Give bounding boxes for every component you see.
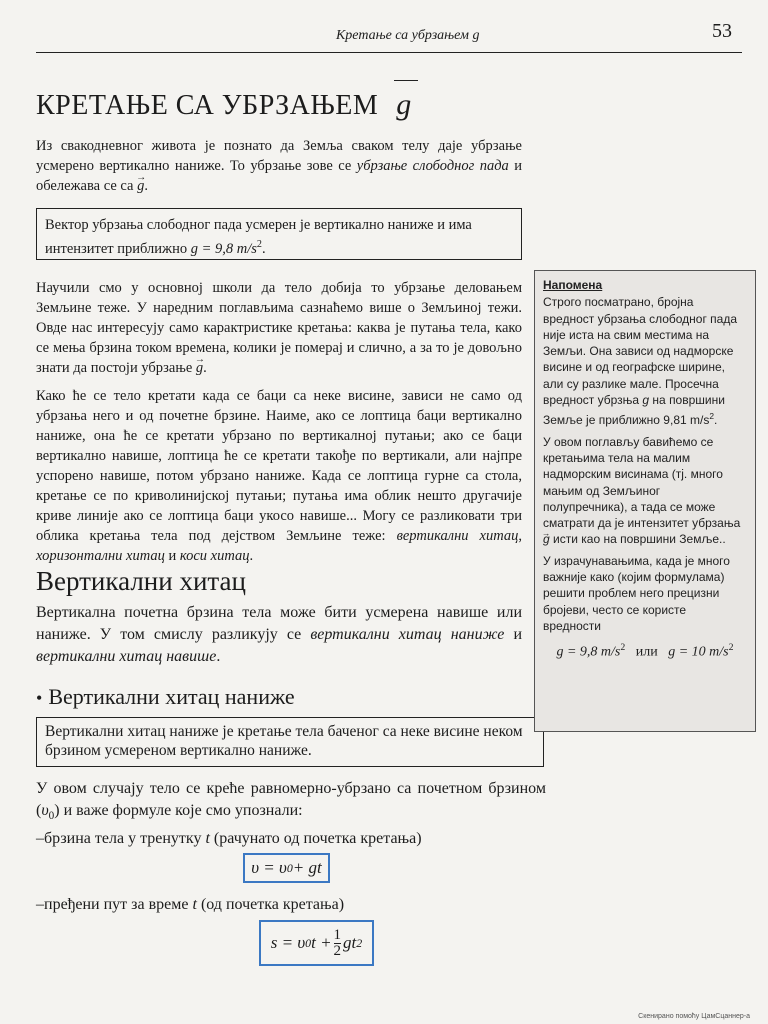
formula-rhs: + gt [292, 858, 322, 877]
formula-exponent: 2 [356, 935, 363, 950]
note-eq-1: g = 9,8 m/s [556, 644, 621, 660]
note-sidebar [534, 270, 756, 732]
note-p2-text-2: исти као на површини Земље.. [549, 532, 726, 547]
formula-lhs: υ = υ [251, 858, 287, 877]
section-mid: и [504, 626, 523, 643]
section-text: Вертикална почетна брзина тела може бити усмерена навише или наниже. У том смислу разликују се [36, 604, 522, 643]
formula-subscript: 0 [286, 860, 293, 875]
paragraph-4-text-2: ) и важе формуле које смо упознали: [54, 802, 303, 819]
paragraph-1-end: . [203, 360, 207, 376]
term-horizontal-throw: хоризонтални хитац [36, 548, 165, 564]
intro-vector-g: → g [137, 176, 144, 196]
intro-end: . [144, 178, 148, 194]
distance-formula-box [259, 920, 374, 966]
item-variable: t [192, 896, 197, 913]
definition-2-text: Вертикални хитац наниже је кретање тела баченог са неке висине неком брзином усмереном вертикално наниже. [45, 723, 523, 759]
bullet-icon: • [36, 688, 43, 708]
fraction-denominator: 2 [333, 942, 342, 959]
chapter-title [36, 88, 412, 122]
intro-paragraph [36, 136, 522, 196]
note-paragraph-3 [543, 553, 747, 634]
section-title: Вертикални хитац [36, 566, 246, 596]
note-p1-text-2: на површини Земље је приближно 9,81 m/s [543, 393, 725, 428]
item-suffix: (рачунато од почетка кретања) [209, 830, 422, 847]
subsection-title-text: Вертикални хитац наниже [48, 684, 295, 709]
note-eq-2: g = 10 m/s [668, 644, 729, 660]
formula-subscript: 0 [305, 935, 312, 950]
scan-footer: Скенирано помоћу ЦамСцаннер-а [638, 1013, 750, 1020]
note-paragraph-1 [543, 294, 747, 428]
section-paragraph [36, 602, 522, 668]
note-title: Напомена [543, 278, 603, 292]
velocity-symbol: υ [41, 802, 49, 819]
intro-italic: убрзање слободног пада [356, 158, 509, 174]
vector-g-symbol: g [396, 88, 412, 121]
paragraph-1-vector-g: → g [196, 358, 203, 378]
chapter-title-text: КРЕТАЊЕ СА УБРЗАЊЕМ [36, 90, 379, 121]
formula-lhs: s = υ [270, 933, 306, 952]
page-number: 53 [712, 20, 732, 42]
section-end: . [216, 648, 221, 665]
note-eq-or: или [635, 644, 658, 660]
note-exponent: 2 [709, 411, 714, 422]
list-item-velocity [36, 830, 422, 848]
paragraph-2 [36, 386, 522, 566]
item-prefix: –брзина тела у тренутку [36, 830, 206, 847]
definition-box-2 [36, 717, 544, 767]
intro-text-1: Из свакодневног живота је познато да Земља сваком телу даје убрзање усмерено вертикално наниже. То убрзање зове се [36, 138, 522, 174]
formula-rhs: gt [343, 933, 357, 952]
item-variable: t [205, 830, 210, 847]
item-suffix: (од почетка кретања) [196, 896, 345, 913]
note-eq-exponent: 2 [620, 642, 626, 654]
term-vertical-down: вертикални хитац наниже [310, 626, 505, 643]
definition-box [36, 208, 522, 260]
intro-text-2: и обележава се са [36, 158, 522, 194]
paragraph-1 [36, 278, 522, 378]
definition-formula: g = 9,8 m/s [190, 240, 257, 257]
formula-mid: t + [311, 933, 332, 952]
note-p1-end: . [714, 413, 718, 428]
definition-text: Вектор убрзања слободног пада усмерен је вертикално наниже и има интензитет приближно [45, 217, 472, 257]
note-paragraph-2 [543, 434, 747, 548]
velocity-formula-box [243, 853, 330, 883]
running-title: Кретање са убрзањем g [336, 28, 480, 43]
velocity-subscript: 0 [48, 810, 55, 823]
definition-exponent: 2 [256, 239, 262, 250]
separator: и [164, 548, 180, 564]
fraction-numerator: 1 [333, 926, 342, 943]
note-p2-text: У овом поглављу бавићемо се кретањима тела на малим надморским висинама (тј. много мањим од Земљиног полупречника), а тада се може сматрати да је интензитет убрзања [543, 434, 741, 531]
list-item-distance [36, 896, 344, 914]
note-vector-g: → g [543, 531, 550, 547]
note-eq-2-exponent: 2 [728, 642, 734, 654]
note-g-symbol: g [642, 393, 650, 408]
fraction [334, 928, 342, 959]
note-p1-text: Строго посматрано, бројна вредност убрзања слободног пада није иста на свим местима на Земљи. Она зависи од надморске висине и од географске ширине, али су разлике мале. Просечна вредност убрзња [543, 295, 738, 408]
separator: , [518, 528, 522, 544]
subsection-title [36, 684, 295, 710]
paragraph-1-text: Научили смо у основној школи да тело добија то убрзање деловањем Земљине теже. У наредним поглављима сазнаћемо више о Земљиној тежи. Овде нас интересују само карактристике кретања: каква је путања тела, како се мења брзина током времена, колики је померај и слично, а за то је довољно знати да постоји убрзање [36, 280, 522, 376]
page-header [36, 18, 742, 53]
paragraph-4 [36, 778, 546, 827]
term-oblique-throw: коси хитац [179, 548, 250, 564]
note-p3-text: У израчунавањима, када је много важније како (којим формулама) решити проблем него прецизни бројеви, често се користе вредности [543, 553, 730, 633]
term-vertical-up: вертикални хитац навише [36, 648, 217, 665]
note-equation [543, 640, 747, 661]
paragraph-4-text-1: У овом случају тело се креће равномерно-убрзано са почетном брзином ( [36, 780, 546, 819]
paragraph-2-end: . [249, 548, 254, 564]
paragraph-2-text: Како ће се тело кретати када се баци са неке висине, зависи не само од убрзања него и од почетне брзине. Наиме, ако се лоптица баци вертикално наниже, она ће се кретати убрзано по вертикалној путањи; ако се баци вертикално навише, лоптица ће се кретати такође по вертикали, али најпре успорено навише, потом убрзано наниже. Када се лоптица гурне са стола, кретање се по криволинијској путањи; путања има облик нешто другачије криве линије ако се лоптица баци укосо навише... Могу се разликовати три облика кретања тела под дејством Земљине теже: [36, 388, 522, 544]
item-prefix: –пређени пут за време [36, 896, 193, 913]
term-vertical-throw: вертикални хитац [396, 528, 519, 544]
definition-end: . [261, 240, 266, 257]
